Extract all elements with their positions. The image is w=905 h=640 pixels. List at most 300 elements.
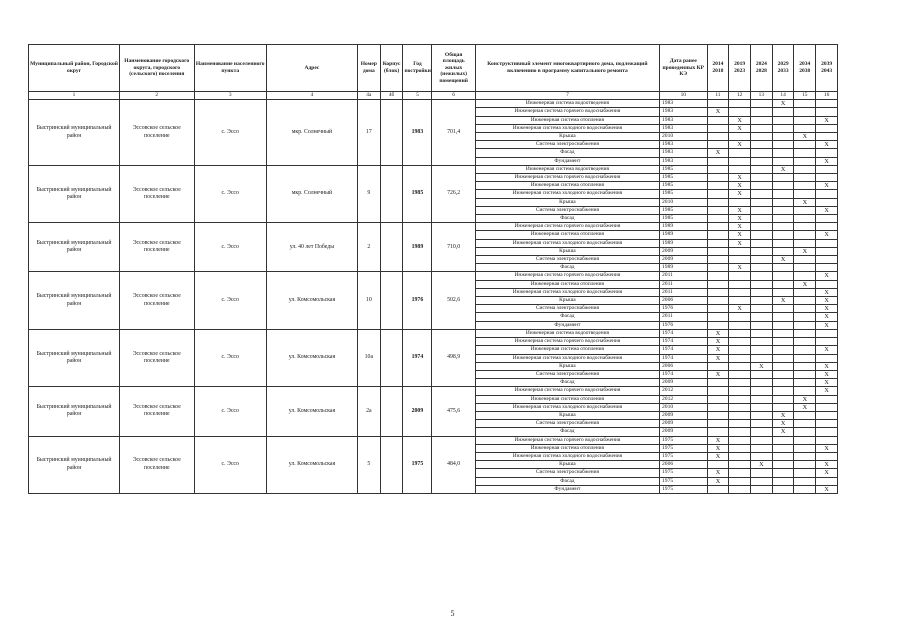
period-5-cell [794,165,816,173]
repair-mark: X [737,264,742,272]
period-5-cell [794,223,816,231]
element-cell: Крыша [475,198,659,206]
period-5-cell [794,247,816,255]
period-5-cell [794,444,816,452]
area-cell: 498,9 [432,329,475,386]
period-1-cell [707,116,729,124]
period-3-cell [751,223,773,231]
period-3-cell [751,165,773,173]
period-6-cell [816,124,838,132]
period-6-cell [816,305,838,313]
header-district: Муниципальный район, Городской округ [29,45,120,92]
period-5-cell [794,256,816,264]
prev-repair-date-cell: 1989 [659,223,707,231]
table-body [29,100,838,494]
period-5-cell [794,108,816,116]
repair-mark: X [737,206,742,214]
header-area: Общая площадь жилых (нежилых) помещений [432,45,475,92]
repair-mark: X [824,305,829,313]
period-3-cell [751,239,773,247]
period-1-cell [707,174,729,182]
period-2-cell [729,174,751,182]
period-1-cell [707,288,729,296]
element-cell: Инженерная система отопления [475,444,659,452]
prev-repair-date-cell: 2010 [659,403,707,411]
period-2-cell [729,280,751,288]
prev-repair-date-cell: 1985 [659,165,707,173]
period-2-cell [729,313,751,321]
period-4-cell [772,420,794,428]
element-cell: Инженерная система отопления [475,231,659,239]
period-6-cell [816,239,838,247]
period-1-cell [707,420,729,428]
period-5-cell [794,436,816,444]
settlement-cell: Эссовское сельское поселение [120,223,194,272]
period-3-cell [751,305,773,313]
period-2-cell [729,206,751,214]
element-cell: Фундамент [475,321,659,329]
period-2-cell [729,223,751,231]
address-cell: ул. 40 лет Победы [266,223,357,272]
period-4-cell [772,256,794,264]
element-cell: Фундамент [475,157,659,165]
period-3-cell [751,231,773,239]
build-year-cell: 1983 [403,100,432,166]
repair-mark: X [780,297,786,305]
settlement-cell: Эссовское сельское поселение [120,165,194,222]
period-2-cell [729,272,751,280]
period-1-cell [707,223,729,231]
period-1-cell [707,280,729,288]
period-2-cell [729,436,751,444]
period-5-cell [794,157,816,165]
period-3-cell [751,403,773,411]
element-cell: Фасад [475,149,659,157]
period-1-cell [707,461,729,469]
build-year-cell: 2009 [403,387,432,436]
prev-repair-date-cell: 1985 [659,174,707,182]
element-cell: Инженерная система горячего водоснабжения [475,436,659,444]
period-4-cell [772,485,794,493]
period-1-cell [707,321,729,329]
period-3-cell [751,247,773,255]
repair-mark: X [780,100,786,108]
period-4-cell [772,297,794,305]
period-1-cell [707,149,729,157]
period-3-cell [751,461,773,469]
repair-mark: X [824,297,829,305]
period-6-cell [816,288,838,296]
period-5-cell [794,174,816,182]
period-5-cell [794,411,816,419]
element-cell: Система электроснабжения [475,420,659,428]
period-5-cell [794,264,816,272]
period-5-cell [794,362,816,370]
address-cell: ул. Комсомольская [266,436,357,493]
capital-repair-table [28,44,838,494]
period-6-cell [816,346,838,354]
period-5-cell [794,280,816,288]
period-1-cell [707,297,729,305]
column-number: 6 [432,92,475,100]
prev-repair-date-cell: 2010 [659,133,707,141]
period-1-cell [707,247,729,255]
period-5-cell [794,321,816,329]
block-cell [380,100,403,166]
period-5-cell [794,485,816,493]
period-4-cell [772,305,794,313]
period-5-cell [794,469,816,477]
period-6-cell [816,157,838,165]
prev-repair-date-cell: 1975 [659,477,707,485]
period-1-cell [707,215,729,223]
period-5-cell [794,231,816,239]
period-5-cell [794,395,816,403]
period-3-cell [751,182,773,190]
settlement-cell: Эссовское сельское поселение [120,100,194,166]
period-5-cell [794,329,816,337]
locality-cell: с. Эссо [194,223,266,272]
prev-repair-date-cell: 2006 [659,297,707,305]
period-6-cell [816,411,838,419]
repair-mark: X [802,133,808,141]
district-cell: Быстринский муниципальный район [29,329,120,386]
period-2-cell [729,256,751,264]
table-row [29,329,838,337]
period-1-cell [707,370,729,378]
period-6-cell [816,321,838,329]
period-4-cell [772,174,794,182]
period-4-cell [772,354,794,362]
period-4-cell [772,321,794,329]
repair-mark: X [737,215,742,223]
period-2-cell [729,215,751,223]
repair-mark: X [802,247,808,255]
period-1-cell [707,379,729,387]
period-3-cell [751,379,773,387]
repair-mark: X [824,206,829,214]
period-2-cell [729,239,751,247]
house-number-cell: 17 [357,100,380,166]
period-2-cell [729,395,751,403]
repair-mark: X [715,444,721,452]
period-1-cell [707,108,729,116]
header-period-4: 2029 2033 [772,45,794,92]
period-3-cell [751,116,773,124]
element-cell: Инженерная система горячего водоснабжения [475,338,659,346]
period-6-cell [816,149,838,157]
period-2-cell [729,321,751,329]
period-2-cell [729,264,751,272]
repair-mark: X [715,370,721,378]
prev-repair-date-cell: 1983 [659,100,707,108]
address-cell: мкр. Солнечный [266,165,357,222]
prev-repair-date-cell: 2009 [659,247,707,255]
period-1-cell [707,272,729,280]
area-cell: 502,6 [432,272,475,329]
period-1-cell [707,264,729,272]
repair-mark: X [737,124,742,132]
element-cell: Крыша [475,297,659,305]
table-row [29,100,838,108]
period-2-cell [729,124,751,132]
header-period-1: 2014 2018 [707,45,729,92]
period-2-cell [729,444,751,452]
prev-repair-date-cell: 1976 [659,305,707,313]
column-number: 14 [772,92,794,100]
period-4-cell [772,190,794,198]
area-cell: 484,0 [432,436,475,493]
period-6-cell [816,452,838,460]
block-cell [380,436,403,493]
element-cell: Инженерная система горячего водоснабжения [475,272,659,280]
period-4-cell [772,264,794,272]
column-number: 5 [403,92,432,100]
period-1-cell [707,190,729,198]
period-5-cell [794,239,816,247]
house-number-cell: 9 [357,165,380,222]
period-4-cell [772,370,794,378]
period-4-cell [772,223,794,231]
period-2-cell [729,100,751,108]
element-cell: Инженерная система холодного водоснабжения [475,239,659,247]
header-period-2: 2019 2023 [729,45,751,92]
repair-mark: X [759,461,764,469]
prev-repair-date-cell: 1983 [659,141,707,149]
period-3-cell [751,452,773,460]
repair-mark: X [802,395,808,403]
period-4-cell [772,182,794,190]
element-cell: Система электроснабжения [475,305,659,313]
period-5-cell [794,149,816,157]
element-cell: Инженерная система водоотведения [475,100,659,108]
repair-mark: X [824,485,829,493]
block-cell [380,223,403,272]
period-1-cell [707,444,729,452]
period-4-cell [772,157,794,165]
period-4-cell [772,403,794,411]
period-4-cell [772,477,794,485]
element-cell: Инженерная система горячего водоснабжения [475,223,659,231]
period-4-cell [772,215,794,223]
repair-mark: X [737,305,742,313]
column-number: 4 [266,92,357,100]
period-1-cell [707,469,729,477]
period-3-cell [751,313,773,321]
element-cell: Инженерная система отопления [475,182,659,190]
period-3-cell [751,272,773,280]
repair-mark: X [824,157,829,165]
build-year-cell: 1989 [403,223,432,272]
house-number-cell: 2 [357,223,380,272]
house-number-cell: 5 [357,436,380,493]
period-5-cell [794,461,816,469]
element-cell: Крыша [475,411,659,419]
period-2-cell [729,190,751,198]
repair-mark: X [824,346,829,354]
period-4-cell [772,444,794,452]
settlement-cell: Эссовское сельское поселение [120,387,194,436]
period-1-cell [707,428,729,436]
prev-repair-date-cell: 1975 [659,485,707,493]
period-2-cell [729,428,751,436]
repair-mark: X [737,174,742,182]
element-cell: Инженерная система водоотведения [475,165,659,173]
period-5-cell [794,346,816,354]
period-3-cell [751,387,773,395]
period-6-cell [816,116,838,124]
column-number: 12 [729,92,751,100]
period-3-cell [751,149,773,157]
period-2-cell [729,411,751,419]
column-number: 13 [751,92,773,100]
settlement-cell: Эссовское сельское поселение [120,272,194,329]
period-6-cell [816,329,838,337]
period-3-cell [751,190,773,198]
period-4-cell [772,379,794,387]
area-cell: 726,2 [432,165,475,222]
prev-repair-date-cell: 1976 [659,321,707,329]
repair-mark: X [824,116,829,124]
period-5-cell [794,403,816,411]
period-4-cell [772,206,794,214]
element-cell: Инженерная система горячего водоснабжения [475,174,659,182]
column-number: 7 [475,92,659,100]
period-1-cell [707,346,729,354]
period-3-cell [751,280,773,288]
build-year-cell: 1976 [403,272,432,329]
period-4-cell [772,165,794,173]
period-5-cell [794,272,816,280]
period-3-cell [751,215,773,223]
district-cell: Быстринский муниципальный район [29,272,120,329]
prev-repair-date-cell: 1975 [659,436,707,444]
prev-repair-date-cell: 1983 [659,116,707,124]
period-4-cell [772,411,794,419]
element-cell: Инженерная система отопления [475,116,659,124]
repair-mark: X [780,165,786,173]
address-cell: мкр. Солнечный [266,100,357,166]
repair-mark: X [824,313,829,321]
prev-repair-date-cell: 2006 [659,362,707,370]
period-2-cell [729,133,751,141]
period-6-cell [816,141,838,149]
period-5-cell [794,288,816,296]
prev-repair-date-cell: 1983 [659,149,707,157]
period-4-cell [772,452,794,460]
period-2-cell [729,379,751,387]
period-2-cell [729,157,751,165]
block-cell [380,387,403,436]
address-cell: ул. Комсомольская [266,272,357,329]
period-5-cell [794,190,816,198]
period-4-cell [772,198,794,206]
column-number: 2 [120,92,194,100]
period-3-cell [751,321,773,329]
repair-mark: X [737,190,742,198]
period-6-cell [816,354,838,362]
prev-repair-date-cell: 1974 [659,354,707,362]
header-settlement: Наименование городского округа, городского (сельского) поселения [120,45,194,92]
period-1-cell [707,100,729,108]
repair-mark: X [824,272,829,280]
period-1-cell [707,329,729,337]
period-2-cell [729,477,751,485]
period-4-cell [772,313,794,321]
table-row [29,387,838,395]
period-4-cell [772,141,794,149]
period-6-cell [816,485,838,493]
repair-mark: X [737,141,742,149]
period-3-cell [751,157,773,165]
repair-mark: X [715,469,721,477]
period-2-cell [729,108,751,116]
period-5-cell [794,370,816,378]
repair-mark: X [802,280,808,288]
prev-repair-date-cell: 2011 [659,272,707,280]
period-5-cell [794,379,816,387]
prev-repair-date-cell: 1989 [659,264,707,272]
block-cell [380,272,403,329]
prev-repair-date-cell: 1983 [659,124,707,132]
period-5-cell [794,116,816,124]
repair-mark: X [715,346,721,354]
build-year-cell: 1985 [403,165,432,222]
period-1-cell [707,133,729,141]
element-cell: Система электроснабжения [475,206,659,214]
prev-repair-date-cell: 1974 [659,338,707,346]
address-cell: ул. Комсомольская [266,329,357,386]
element-cell: Инженерная система холодного водоснабжения [475,124,659,132]
period-2-cell [729,165,751,173]
element-cell: Инженерная система холодного водоснабжения [475,452,659,460]
column-number: 10 [659,92,707,100]
period-3-cell [751,338,773,346]
element-cell: Инженерная система холодного водоснабжения [475,403,659,411]
period-4-cell [772,239,794,247]
repair-mark: X [824,469,829,477]
page-number: 5 [450,609,455,618]
period-6-cell [816,174,838,182]
header-locality: Наименование населенного пункта [194,45,266,92]
table-row [29,165,838,173]
column-number-row [29,92,838,100]
element-cell: Крыша [475,247,659,255]
prev-repair-date-cell: 1985 [659,206,707,214]
table-row [29,436,838,444]
district-cell: Быстринский муниципальный район [29,223,120,272]
period-1-cell [707,157,729,165]
repair-mark: X [824,288,829,296]
period-1-cell [707,354,729,362]
period-3-cell [751,469,773,477]
period-3-cell [751,264,773,272]
period-1-cell [707,477,729,485]
repair-mark: X [715,436,721,444]
repair-mark: X [737,239,742,247]
period-6-cell [816,297,838,305]
period-2-cell [729,305,751,313]
period-2-cell [729,116,751,124]
period-2-cell [729,247,751,255]
period-4-cell [772,133,794,141]
period-3-cell [751,174,773,182]
prev-repair-date-cell: 1975 [659,452,707,460]
period-6-cell [816,370,838,378]
repair-mark: X [715,452,721,460]
element-cell: Инженерная система горячего водоснабжения [475,387,659,395]
prev-repair-date-cell: 1989 [659,231,707,239]
